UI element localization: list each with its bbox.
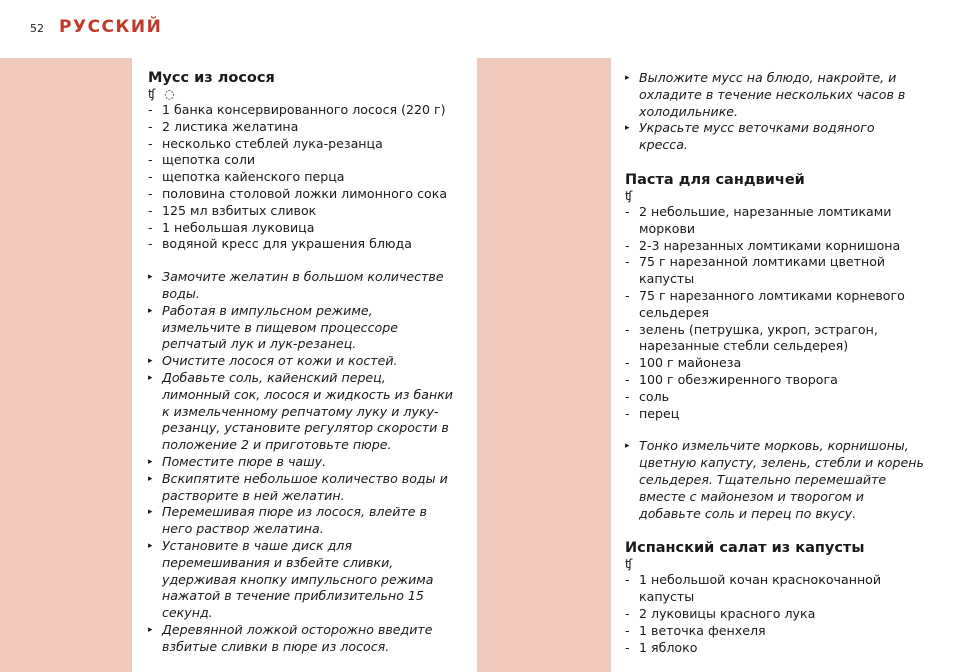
center-band xyxy=(477,58,611,672)
step-item: ▸ Поместите пюре в чашу. xyxy=(148,454,453,471)
pulse-icon: ◌ xyxy=(164,87,175,101)
list-item: - 1 банка консервированного лосося (220 г) xyxy=(148,102,453,119)
list-item: - перец xyxy=(625,406,925,423)
ingredient-list xyxy=(148,102,453,253)
list-item: - 75 г нарезанной ломтиками цветной капусты xyxy=(625,254,925,288)
list-item: - 2-3 нарезанных ломтиками корнишона xyxy=(625,238,925,255)
page-number: 52 xyxy=(30,22,44,35)
list-item: - 2 небольшие, нарезанные ломтиками моркови xyxy=(625,204,925,238)
recipe-title: Испанский салат из капусты xyxy=(625,540,865,557)
step-item: ▸ Замочите желатин в большом количестве воды. xyxy=(148,269,453,303)
step-item: ▸ Тонко измельчите морковь, корнишоны, цветную капусту, зелень, стебли и корень сельдерея. Тщательно перемешайте вместе с майонезом и творогом и добавьте соль и перец по вкусу. xyxy=(625,438,925,522)
list-item: - 2 листика желатина xyxy=(148,119,453,136)
step-list xyxy=(148,269,453,655)
list-item: - половина столовой ложки лимонного сока xyxy=(148,186,453,203)
step-item: ▸ Установите в чаше диск для перемешивания и взбейте сливки, удерживая кнопку импульсного режима нажатой в течение приблизительно 15 секунд. xyxy=(148,538,453,622)
list-item: - 1 веточка фенхеля xyxy=(625,623,925,640)
recipe-icons xyxy=(625,557,925,571)
list-item: - 1 яблоко xyxy=(625,640,925,657)
step-item: ▸ Выложите мусс на блюдо, накройте, и охладите в течение нескольких часов в холодильнике. xyxy=(625,70,925,120)
recipe-title: Мусс из лосося xyxy=(148,70,275,86)
ingredient-list xyxy=(625,204,925,422)
step-item: ▸ Добавьте соль, кайенский перец, лимонный сок, лосося и жидкость из банки к измельченному репчатому луку и луку-резанцу, установите регулятор скорости в положение 2 и приготовьте пюре. xyxy=(148,370,453,454)
language-heading: РУССКИЙ xyxy=(59,17,163,37)
list-item: - несколько стеблей лука-резанца xyxy=(148,136,453,153)
recipe-title: Паста для сандвичей xyxy=(625,171,805,188)
list-item: - 1 небольшой кочан краснокочанной капусты xyxy=(625,572,925,606)
step-list xyxy=(625,438,925,522)
knife-blade-icon: ʧ xyxy=(148,87,156,101)
step-item: ▸ Очистите лосося от кожи и костей. xyxy=(148,353,453,370)
list-item: - соль xyxy=(625,389,925,406)
recipe-icons xyxy=(625,189,925,203)
knife-blade-icon: ʧ xyxy=(625,188,633,203)
list-item: - 100 г майонеза xyxy=(625,355,925,372)
step-item: ▸ Украсьте мусс веточками водяного кресса. xyxy=(625,120,925,154)
continued-step-list xyxy=(625,70,925,154)
step-item: ▸ Перемешивая пюре из лосося, влейте в него раствор желатина. xyxy=(148,504,453,538)
ingredient-list xyxy=(625,572,925,656)
step-item: ▸ Вскипятите небольшое количество воды и растворите в ней желатин. xyxy=(148,471,453,505)
right-column xyxy=(625,70,925,656)
list-item: - 100 г обезжиренного творога xyxy=(625,372,925,389)
left-column xyxy=(148,70,453,656)
list-item: - зелень (петрушка, укроп, эстрагон, нарезанные стебли сельдерея) xyxy=(625,322,925,356)
list-item: - водяной кресс для украшения блюда xyxy=(148,236,453,253)
step-item: ▸ Деревянной ложкой осторожно введите взбитые сливки в пюре из лосося. xyxy=(148,622,453,656)
list-item: - щепотка кайенского перца xyxy=(148,169,453,186)
recipe-icons xyxy=(148,87,453,101)
list-item: - щепотка соли xyxy=(148,152,453,169)
step-item: ▸ Работая в импульсном режиме, измельчите в пищевом процессоре репчатый лук и лук-резанец. xyxy=(148,303,453,353)
list-item: - 1 небольшая луковица xyxy=(148,220,453,237)
list-item: - 2 луковицы красного лука xyxy=(625,606,925,623)
knife-blade-icon: ʧ xyxy=(625,557,633,572)
left-margin-band xyxy=(0,58,132,672)
list-item: - 75 г нарезанного ломтиками корневого сельдерея xyxy=(625,288,925,322)
list-item: - 125 мл взбитых сливок xyxy=(148,203,453,220)
